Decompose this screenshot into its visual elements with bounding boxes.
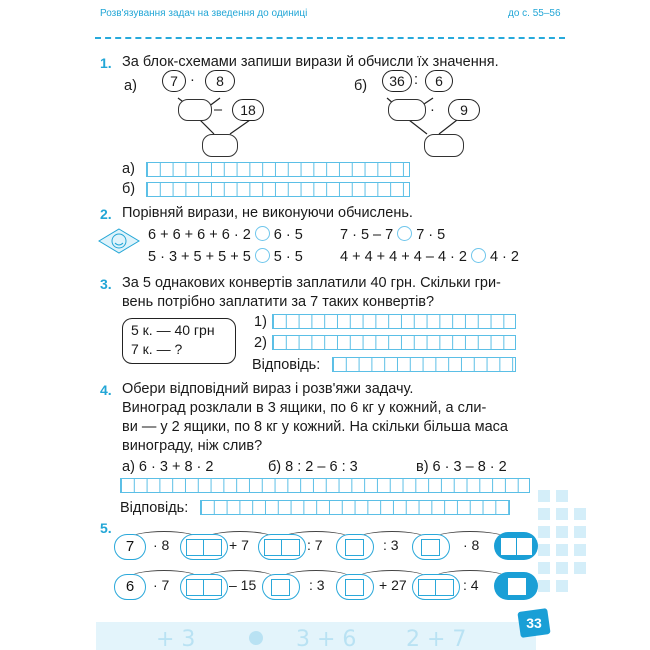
header-title: Розв'язування задач на зведення до одиниці bbox=[100, 8, 308, 19]
task3-box-line1: 5 к. — 40 грн bbox=[131, 322, 215, 338]
task1-a-num3: 18 bbox=[232, 99, 264, 121]
decorative-number-strip bbox=[96, 604, 536, 650]
task1-a-num2: 8 bbox=[205, 70, 235, 92]
chain-row1-op5: · 8 bbox=[463, 537, 480, 553]
task4-answer-cells[interactable] bbox=[200, 500, 510, 515]
chain-row2-op5: : 4 bbox=[463, 577, 479, 593]
chain-row2-result4[interactable] bbox=[412, 574, 460, 600]
compare-circle[interactable] bbox=[471, 248, 486, 263]
svg-text:+ 3: + 3 bbox=[156, 627, 196, 650]
task1-number: 1. bbox=[100, 55, 112, 71]
task2-r1-right-b: 7 · 5 bbox=[416, 227, 446, 243]
task2-r1-left: 6 + 6 + 6 + 6 · 2 bbox=[148, 227, 251, 243]
task1-b-num2: 6 bbox=[425, 70, 453, 92]
task2-r2-right-b: 4 · 2 bbox=[489, 249, 519, 265]
chain-row2-op3: : 3 bbox=[309, 577, 325, 593]
task1-row-b-label: б) bbox=[122, 181, 136, 197]
task4-line4: винограду, ніж слив? bbox=[122, 438, 263, 454]
chain-row2-result3[interactable] bbox=[336, 574, 374, 600]
chain-row2-start: 6 bbox=[114, 574, 146, 600]
task2-row2-right bbox=[340, 248, 519, 266]
smiley-icon bbox=[98, 228, 140, 254]
task2-row1-right bbox=[340, 226, 445, 244]
svg-text:3 + 6: 3 + 6 bbox=[296, 627, 357, 650]
task1-a-op2: – bbox=[214, 102, 223, 118]
chain-row2-op1: · 7 bbox=[153, 577, 170, 593]
task3-number: 3. bbox=[100, 276, 112, 292]
task3-box-line2: 7 к. — ? bbox=[131, 341, 183, 357]
task1-b-num1: 36 bbox=[382, 70, 412, 92]
chain-row1-op1: · 8 bbox=[153, 537, 170, 553]
task2-r1-right-a: 7 · 5 – 7 bbox=[340, 227, 394, 243]
svg-text:2 + 7: 2 + 7 bbox=[406, 627, 467, 650]
task2-r2-left: 5 · 3 + 5 + 5 + 5 bbox=[148, 249, 251, 265]
header-divider bbox=[95, 37, 565, 39]
task3-line1: За 5 однакових конвертів заплатили 40 грн. Скільки гри- bbox=[122, 275, 501, 291]
task4-number: 4. bbox=[100, 382, 112, 398]
task1-b-op1: : bbox=[414, 72, 419, 88]
chain-row2-op4: + 27 bbox=[379, 577, 407, 593]
task4-option-b[interactable]: б) 8 : 2 – 6 : 3 bbox=[268, 459, 358, 475]
task4-answer-label: Відповідь: bbox=[120, 500, 189, 516]
task1-a-blank2[interactable] bbox=[202, 134, 238, 157]
chain-row1-start: 7 bbox=[114, 534, 146, 560]
task1-b-op2: · bbox=[430, 102, 435, 118]
compare-circle[interactable] bbox=[255, 226, 270, 241]
chain-row2-result2[interactable] bbox=[262, 574, 300, 600]
chain-row1-result3[interactable] bbox=[336, 534, 374, 560]
task1-b-label: б) bbox=[354, 78, 368, 94]
task1-a-blank1[interactable] bbox=[178, 99, 212, 121]
task4-line2: Виноград розклали в 3 ящики, по 6 кг у кожний, а сли- bbox=[122, 400, 487, 416]
compare-circle[interactable] bbox=[397, 226, 412, 241]
task3-answer-cells[interactable] bbox=[332, 357, 516, 372]
task1-row-a-cells[interactable] bbox=[146, 162, 410, 177]
task1-b-blank2[interactable] bbox=[424, 134, 464, 157]
task1-b-blank1[interactable] bbox=[388, 99, 426, 121]
task3-line2: вень потрібно заплатити за 7 таких конвертів? bbox=[122, 294, 435, 310]
page-number-badge bbox=[517, 608, 550, 638]
task3-step2: 2) bbox=[254, 335, 267, 351]
task1-a-num1: 7 bbox=[162, 70, 186, 92]
task2-text: Порівняй вирази, не виконуючи обчислень. bbox=[122, 205, 413, 221]
task5-number: 5. bbox=[100, 520, 112, 536]
task1-row-a-label: а) bbox=[122, 161, 135, 177]
task1-b-num3: 9 bbox=[448, 99, 480, 121]
chain-row1-result1[interactable] bbox=[180, 534, 228, 560]
task4-line1: Обери відповідний вираз і розв'яжи задачу. bbox=[122, 381, 414, 397]
chain-row1-op3: : 7 bbox=[307, 537, 323, 553]
task2-r2-mid: 5 · 5 bbox=[273, 249, 303, 265]
chain-row1-result4[interactable] bbox=[412, 534, 450, 560]
task2-row2 bbox=[148, 248, 303, 266]
task3-condition-box bbox=[122, 318, 236, 364]
task3-step2-cells[interactable] bbox=[272, 335, 516, 350]
task1-a-op1: · bbox=[190, 72, 195, 88]
task1-row-b-cells[interactable] bbox=[146, 182, 410, 197]
task4-line3: ви — у 2 ящики, по 8 кг у кожний. На скільки більша маса bbox=[122, 419, 508, 435]
task2-r1-mid: 6 · 5 bbox=[273, 227, 303, 243]
task2-row1 bbox=[148, 226, 303, 244]
task1-a-label: а) bbox=[124, 78, 137, 94]
task3-answer-label: Відповідь: bbox=[252, 357, 321, 373]
task4-option-c[interactable]: в) 6 · 3 – 8 · 2 bbox=[416, 459, 507, 475]
chain-row2-op2: – 15 bbox=[229, 577, 257, 593]
chain-row1-op4: : 3 bbox=[383, 537, 399, 553]
task2-number: 2. bbox=[100, 206, 112, 222]
chain-row1-op2: + 7 bbox=[229, 537, 249, 553]
task4-work-cells[interactable] bbox=[120, 478, 530, 493]
compare-circle[interactable] bbox=[255, 248, 270, 263]
task1-text: За блок-схемами запиши вирази й обчисли їх значення. bbox=[122, 54, 499, 70]
chain-row2-result1[interactable] bbox=[180, 574, 228, 600]
task2-r2-right-a: 4 + 4 + 4 + 4 – 4 · 2 bbox=[340, 249, 467, 265]
header-ref: до с. 55–56 bbox=[508, 8, 561, 19]
chain-row1-result2[interactable] bbox=[258, 534, 306, 560]
task3-step1-cells[interactable] bbox=[272, 314, 516, 329]
page-number: 33 bbox=[526, 615, 542, 631]
task3-step1: 1) bbox=[254, 314, 267, 330]
task4-option-a[interactable]: а) 6 · 3 + 8 · 2 bbox=[122, 459, 214, 475]
